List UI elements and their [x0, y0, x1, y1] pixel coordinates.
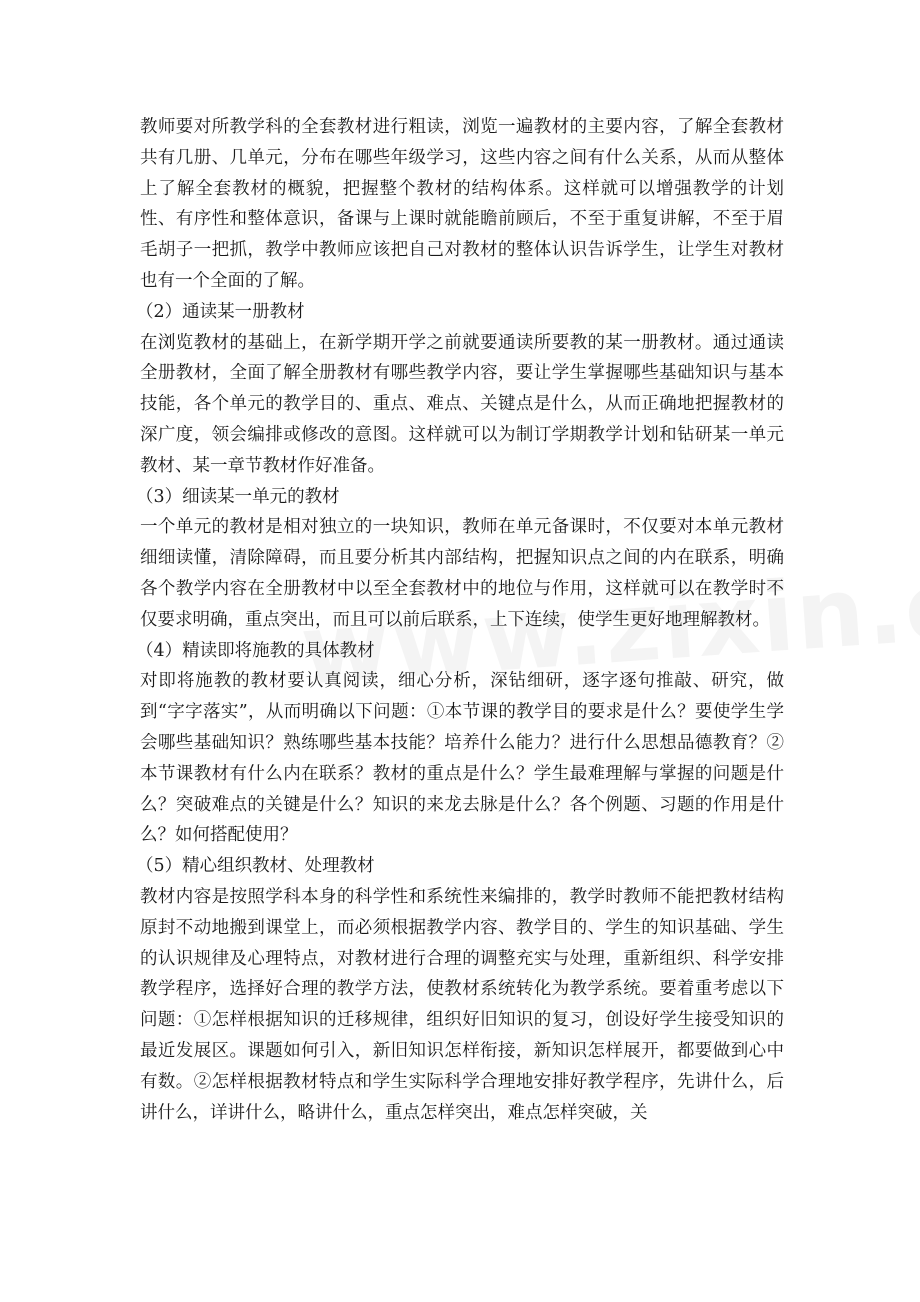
section-heading-5: （5）精心组织教材、处理教材: [136, 856, 375, 877]
intro-paragraph: 教师要对所教学科的全套教材进行粗读，浏览一遍教材的主要内容，了解全套教材共有几册、几单元，分布在哪些年级学习，这些内容之间有什么关系，从而从整体上了解全套教材的概貌，把握整个教材的结构体系。这样就可以增强教学的计划性、有序性和整体意识，备课与上课时就能瞻前顾后，不至于重复讲解，不至于眉毛胡子一把抓，教学中教师应该把自己对教材的整体认识告诉学生，让学生对教材也有一个全面的了解。: [140, 117, 784, 291]
section-body-2: 在浏览教材的基础上，在新学期开学之前就要通读所要教的某一册教材。通过通读全册教材，全面了解全册教材有哪些教学内容，要让学生掌握哪些基础知识与基本技能，各个单元的教学目的、重点、难点、关键点是什么，从而正确地把握教材的深广度，领会编排或修改的意图。这样就可以为制订学期教学计划和钻研某一单元教材、某一章节教材作好准备。: [140, 332, 784, 476]
section-heading-4: （4）精读即将施教的具体教材: [136, 640, 375, 661]
section-body-3: 一个单元的教材是相对独立的一块知识，教师在单元备课时，不仅要对本单元教材细细读懂，清除障碍，而且要分析其内部结构，把握知识点之间的内在联系，明确各个教学内容在全册教材中以至全套教材中的地位与作用，这样就可以在教学时不仅要求明确，重点突出，而且可以前后联系，上下连续，使学生更好地理解教材。: [140, 517, 784, 630]
section-heading-2: （2）通读某一册教材: [136, 301, 305, 322]
section-body-4: 对即将施教的教材要认真阅读，细心分析，深钻细研，逐字逐句推敲、研究，做到“字字落实”，从而明确以下问题：①本节课的教学目的要求是什么？要使学生学会哪些基础知识？熟练哪些基本技能？培养什么能力？进行什么思想品德教育？②本节课教材有什么内在联系？教材的重点是什么？学生最难理解与掌握的问题是什么？突破难点的关键是什么？知识的来龙去脉是什么？各个例题、习题的作用是什么？如何搭配使用？: [140, 671, 784, 846]
section-heading-3: （3）细读某一单元的教材: [136, 486, 340, 507]
section-body-5: 教材内容是按照学科本身的科学性和系统性来编排的，教学时教师不能把教材结构原封不动地搬到课堂上，而必须根据教学内容、教学目的、学生的知识基础、学生的认识规律及心理特点，对教材进行合理的调整充实与处理，重新组织、科学安排教学程序，选择好合理的教学方法，使教材系统转化为教学系统。要着重考虑以下问题：①怎样根据知识的迁移规律，组织好旧知识的复习，创设好学生接受知识的最近发展区。课题如何引入，新旧知识怎样衔接，新知识怎样展开，都要做到心中有数。②怎样根据教材特点和学生实际科学合理地安排好教学程序，先讲什么，后讲什么，详讲什么，略讲什么，重点怎样突出，难点怎样突破，关: [140, 886, 784, 1123]
document-body: [136, 112, 784, 1128]
